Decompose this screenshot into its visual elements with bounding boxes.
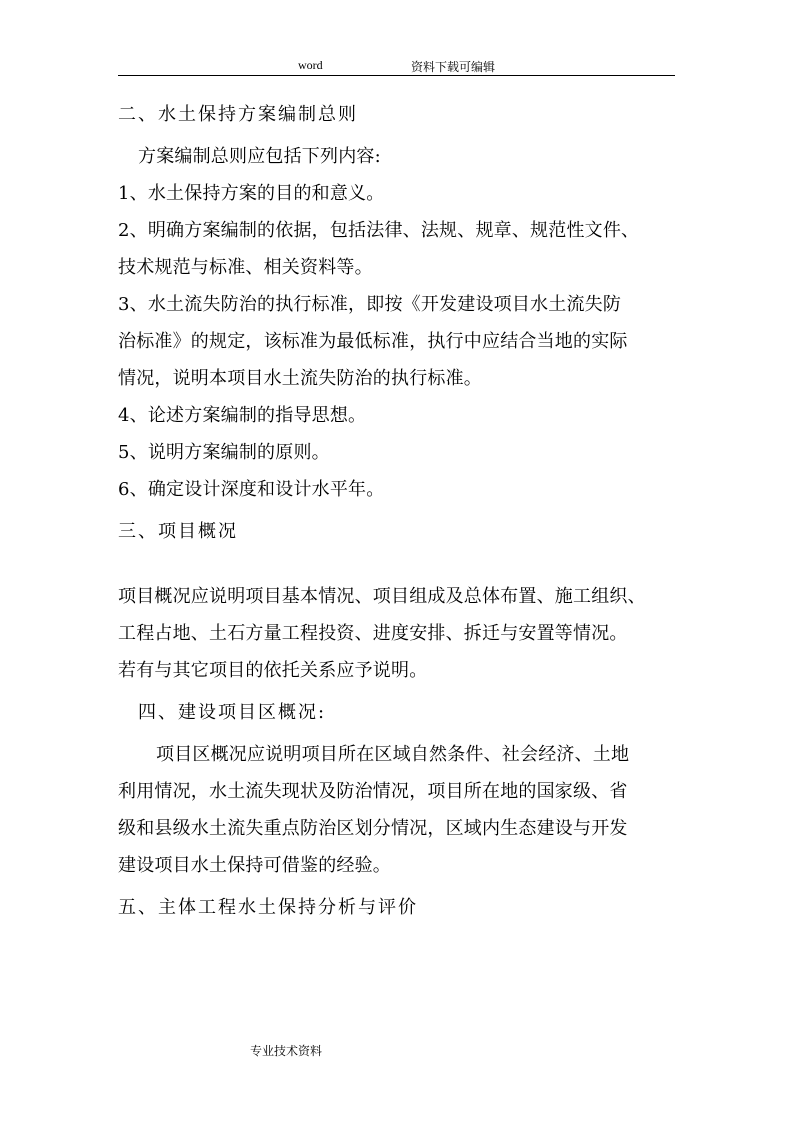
paragraph-4-line-1: 项目区概况应说明项目所在区域自然条件、社会经济、土地: [156, 744, 630, 765]
list-item-2-line-1: 2、明确方案编制的依据，包括法律、法规、规章、规范性文件、: [118, 220, 640, 241]
paragraph-intro: 方案编制总则应包括下列内容:: [138, 146, 381, 167]
paragraph-4-line-3: 级和县级水土流失重点防治区划分情况，区域内生态建设与开发: [118, 818, 628, 839]
list-item-3-line-3: 情况，说明本项目水土流失防治的执行标准。: [118, 368, 482, 389]
list-item-6: 6、确定设计深度和设计水平年。: [118, 479, 385, 500]
section-heading-5: 五、主体工程水土保持分析与评价: [118, 897, 418, 918]
paragraph-4-line-2: 利用情况，水土流失现状及防治情况，项目所在地的国家级、省: [118, 781, 628, 802]
list-item-3-line-2: 治标准》的规定，该标准为最低标准，执行中应结合当地的实际: [118, 331, 628, 352]
document-body: [118, 96, 678, 926]
section-heading-4: 四、建设项目区概况:: [138, 702, 327, 723]
page-header: [118, 55, 675, 76]
list-item-1: 1、水土保持方案的目的和意义。: [118, 183, 385, 204]
paragraph-4-line-4: 建设项目水土保持可借鉴的经验。: [118, 855, 391, 876]
list-item-4: 4、论述方案编制的指导思想。: [118, 405, 367, 426]
header-right-text: 资料下载可编辑: [411, 60, 496, 74]
list-item-5: 5、说明方案编制的原则。: [118, 442, 330, 463]
paragraph-3-line-2: 工程占地、土石方量工程投资、进度安排、拆迁与安置等情况。: [118, 623, 628, 644]
page-footer: 专业技术资料: [250, 1044, 323, 1058]
section-heading-3: 三、项目概况: [118, 521, 238, 542]
paragraph-3-line-1: 项目概况应说明项目基本情况、项目组成及总体布置、施工组织、: [118, 586, 646, 607]
header-left-text: word: [298, 58, 323, 72]
list-item-2-line-2: 技术规范与标准、相关资料等。: [118, 257, 373, 278]
paragraph-3-line-3: 若有与其它项目的依托关系应予说明。: [118, 660, 428, 681]
section-heading-2: 二、水土保持方案编制总则: [118, 104, 358, 125]
list-item-3-line-1: 3、水土流失防治的执行标准，即按《开发建设项目水土流失防: [118, 294, 622, 315]
